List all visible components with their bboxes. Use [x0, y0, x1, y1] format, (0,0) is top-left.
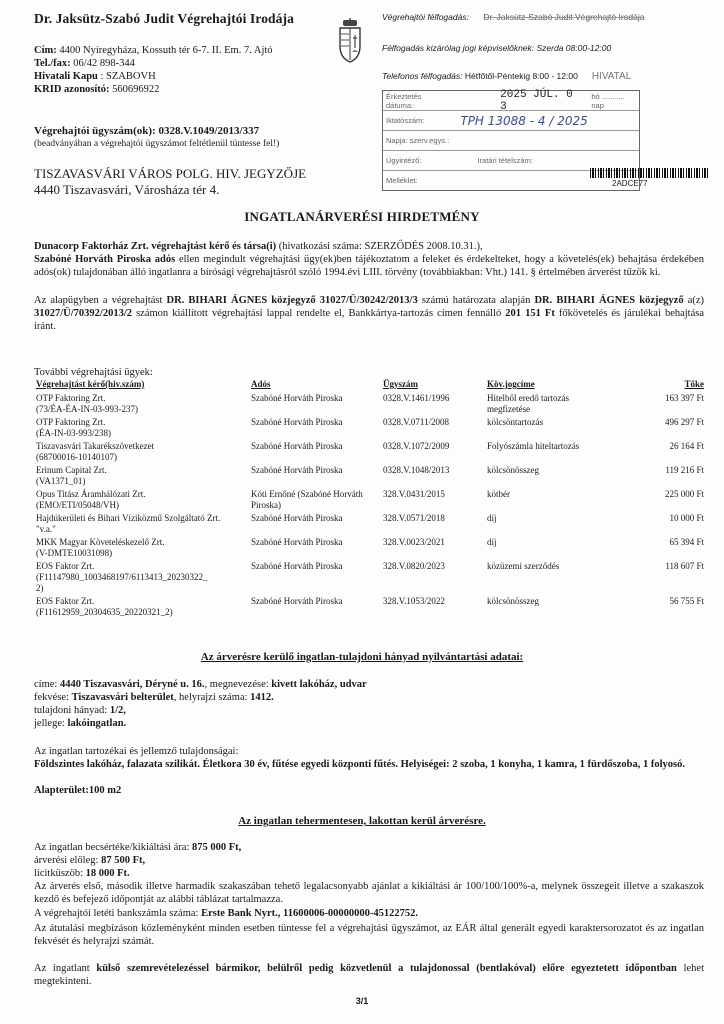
stamp-line-3 — [382, 71, 631, 82]
recipient-address: 4440 Tiszavasvári, Városháza tér 4. — [34, 182, 220, 197]
creditor-name: Tiszavasvári Takarékszövetkezet — [36, 441, 155, 451]
auction-deposit-line — [34, 854, 145, 867]
barcode — [590, 168, 710, 178]
reg-date-label: Érkeztetés dátuma: — [386, 91, 422, 110]
reg-row-number — [383, 111, 639, 131]
cell-case-number: 0328.V.0711/2008 — [383, 417, 450, 427]
creditor-ref: (VA1371_01) — [36, 476, 86, 486]
case-reference-label: Végrehajtói ügyszám(ok): — [34, 125, 159, 137]
office-krid-value: 560696922 — [109, 84, 160, 95]
registration-stamp — [382, 8, 718, 188]
office-gate-label: Hivatali Kapu — [34, 71, 98, 82]
auction-threshold-label: licitküszöb: — [34, 868, 86, 879]
property-area: Alapterület:100 m2 — [34, 785, 122, 796]
intro-notary-ref: DR. BIHARI ÁGNES közjegyző 31027/Ü/30242/2013/3 — [166, 295, 418, 306]
auction-price: 875 000 Ft, — [192, 842, 242, 853]
table-row — [34, 487, 706, 511]
property-type-label: jellege: — [34, 718, 68, 729]
claim-type: díj — [487, 537, 497, 547]
reg-file-number-label: Iratári tételszám: — [477, 156, 533, 165]
intro-debtor-text: ellen megindult végrehajtási ügy(ek)ben tájékoztatom a feleket és érdekelteket, hogy a követelés(ek) behajtása érdekében adós(ok) tulajdonában álló ingatlanra a bírósági végrehajtásról szóló 1994.évi LIII. törvény (továbbiakban: Vht.) 141. § értelmében árverést tűzök ki. — [34, 254, 704, 278]
auction-transfer-note: Az átutalási megbízáson közleményként minden esetben tüntesse fel a végrehajtási ügyszámot, az EÁR által generált egyedi karaktersorozatot és az ingatlan fekvését és helyrajzi számát. — [34, 923, 704, 947]
intro-paragraph-2 — [34, 253, 704, 279]
auction-bank-line — [34, 907, 418, 920]
cell-creditor — [34, 559, 249, 594]
cell-debtor — [249, 391, 381, 415]
auction-stages-text: Az árverés első, második illetve harmadik szakaszában tehető legalacsonyabb ajánlat a kikiáltási ár 100/100/100%-a, melynek összegeit illetve a szakaszok kezdő és befejező időpontját az alábbi táblázat tartalmazza. — [34, 881, 704, 905]
table-row — [34, 511, 706, 535]
intro-writ-number: 31027/Ü/70392/2013/2 — [34, 308, 133, 319]
cell-creditor — [34, 594, 249, 618]
cell-debtor — [249, 559, 381, 594]
claim-type: kölcsönösszeg — [487, 465, 539, 475]
property-address: 4440 Tiszavasvári, Déryné u. 16. — [59, 679, 205, 690]
intro-notary: DR. BIHARI ÁGNES közjegyző — [534, 295, 684, 306]
case-reference — [34, 125, 259, 137]
property-accessories-intro: Az ingatlan tartozékai és jellemző tulajdonságai: — [34, 746, 239, 757]
intro-p3-text-a: Az alapügyben a végrehajtást — [34, 295, 167, 306]
creditor-name: EOS Faktor Zrt. — [36, 596, 95, 606]
other-cases-table — [34, 379, 706, 618]
header-claim-type: Köv.jogcíme — [487, 379, 535, 389]
recipient-name: TISZAVASVÁRI VÁROS POLG. HIV. JEGYZŐJE — [34, 166, 307, 181]
cell-creditor — [34, 391, 249, 415]
cell-principal: 496 297 Ft — [664, 417, 704, 427]
reg-row-day: Napja: szerv.egys.: — [383, 131, 639, 151]
creditor-ref: (73/ÉA-ÉA-IN-03-993-237) — [36, 404, 138, 414]
table-row — [34, 463, 706, 487]
intro-p3-text-e: a(z) — [683, 295, 705, 306]
creditor-name: Erinum Capital Zrt. — [36, 465, 107, 475]
debtor-name: Szabóné Horváth Piroska — [251, 441, 343, 451]
table-row — [34, 559, 706, 594]
cell-claim-type — [485, 391, 623, 415]
property-type-line — [34, 717, 126, 730]
table-row — [34, 415, 706, 439]
cell-principal: 65 394 Ft — [669, 537, 704, 547]
intro-p3-text-i: főkövetelés és járulékai behajtása iránt. — [34, 308, 705, 332]
office-address — [34, 44, 273, 57]
property-location: Tiszavasvári belterület — [71, 692, 174, 703]
office-phone — [34, 57, 135, 70]
creditor-name: OTP Faktoring Zrt. — [36, 417, 106, 427]
table-row — [34, 391, 706, 415]
cell-debtor — [249, 511, 381, 535]
header-debtor: Adós — [251, 379, 271, 389]
table-row — [34, 594, 706, 618]
creditor-ref: (F11147980_1003468197/6113413_20230322_ — [36, 572, 208, 582]
auction-heading: Az ingatlan tehermentesen, lakottan kerül árverésre. — [238, 815, 486, 827]
creditor-ref: (68700016-10140107) — [36, 452, 117, 462]
stamp-line-1-label: Végrehajtói félfogadás: — [382, 12, 469, 22]
office-phone-value: 06/42 898-344 — [70, 58, 135, 69]
intro-paragraph-3 — [34, 294, 704, 333]
other-cases-caption: További végrehajtási ügyek: — [34, 367, 153, 378]
property-heading: Az árverésre kerülő ingatlan-tulajdoni hányad nyilvántartási adatai: — [200, 651, 524, 663]
header-case-number: Ügyszám — [383, 379, 418, 389]
cell-principal: 119 216 Ft — [665, 465, 704, 475]
cell-principal: 56 755 Ft — [669, 596, 704, 606]
cell-case-number: 328.V.1053/2022 — [383, 596, 445, 606]
property-address-label: címe: — [34, 679, 60, 690]
intro-p3-text-c: számú határozata alapján — [417, 295, 535, 306]
cell-claim-type — [485, 439, 623, 463]
auction-price-label: Az ingatlan becsértéke/kikiáltási ára: — [34, 842, 193, 853]
auction-threshold: 18 000 Ft. — [85, 868, 130, 879]
document-title: INGATLANÁRVERÉSI HIRDETMÉNY — [244, 209, 480, 224]
cell-debtor — [249, 487, 381, 511]
cell-creditor — [34, 463, 249, 487]
property-parcel-number: 1412. — [250, 692, 274, 703]
cell-claim-type — [485, 511, 623, 535]
header-principal: Tőke — [684, 379, 704, 389]
cell-claim-type — [485, 559, 623, 594]
cell-debtor — [249, 415, 381, 439]
claim-type: Hitelből eredő tartozás — [487, 393, 569, 403]
property-location-line — [34, 691, 274, 704]
cell-case-number: 0328.V.1072/2009 — [383, 441, 450, 451]
creditor-name: Opus Titász Áramhálózati Zrt. — [36, 489, 146, 499]
intro-p3-text-g: számon kiállított végrehajtási lappal rendelte el, Bankkártya-tartozás címen fennálló — [132, 308, 506, 319]
property-type: lakóingatlan. — [67, 718, 127, 729]
creditor-name: Hajdúkerületi és Bihari Víziközmű Szolgáltató Zrt. — [36, 513, 221, 523]
case-reference-note: (beadványában a végrehajtói ügyszámot feltétlenül tüntesse fel!) — [34, 139, 280, 149]
cell-debtor — [249, 594, 381, 618]
intro-paragraph-1 — [34, 240, 704, 253]
cell-claim-type — [485, 415, 623, 439]
creditor-name: MKK Magyar Követeléskezelő Zrt. — [36, 537, 165, 547]
table-header-row — [34, 379, 706, 391]
creditor-ref: (EMO/ETI/05048/VH) — [36, 500, 119, 510]
claim-type: Folyószámla hiteltartozás — [487, 441, 580, 451]
cell-debtor — [249, 463, 381, 487]
creditor-name: OTP Faktoring Zrt. — [36, 393, 106, 403]
reg-number-label: Iktatószám: — [386, 116, 425, 125]
debtor-name: Szabóné Horváth Piroska — [251, 393, 343, 403]
cell-case-number: 0328.V.1048/2013 — [383, 465, 450, 475]
cell-creditor — [34, 511, 249, 535]
property-location-label: fekvése: — [34, 692, 72, 703]
reg-row-date — [383, 88, 639, 113]
debtor-name: Szabóné Horváth Piroska — [251, 513, 343, 523]
creditor-ref: "v.a." — [36, 524, 56, 534]
auction-price-line — [34, 841, 241, 854]
auction-bank-label: A végrehajtói letéti bankszámla száma: — [34, 908, 202, 919]
cell-creditor — [34, 487, 249, 511]
cell-claim-type — [485, 535, 623, 559]
office-phone-label: Tel./fax: — [34, 58, 71, 69]
stamp-line-3-value: Hétfőtől-Péntekig 8:00 - 12:00 — [464, 71, 578, 81]
debtor-name: Szabóné Horváth Piroska — [251, 465, 343, 475]
office-krid — [34, 83, 159, 96]
reg-clerk-label: Ügyintéző: — [386, 156, 422, 165]
office-address-label: Cím: — [34, 45, 57, 56]
creditor-ref: (F11612959_20304635_20220321_2) — [36, 607, 173, 617]
property-address-line — [34, 678, 367, 691]
table-row — [34, 439, 706, 463]
claim-type: kölcsöntartozás — [487, 417, 543, 427]
stamp-line-2: Félfogadás kizárólag jogi képviselőknek: Szerda 08:00-12:00 — [382, 43, 612, 53]
creditor-ref: (V-DMTE10031098) — [36, 548, 113, 558]
coat-of-arms-icon — [336, 18, 364, 64]
property-share: 1/2, — [109, 705, 126, 716]
claim-type: kötbér — [487, 489, 510, 499]
claim-type: közüzemi szerződés — [487, 561, 560, 571]
property-accessories-text: Földszintes lakóház, falazata szilikát. Életkora 30 év, fűtése egyedi központi fűtés. Helyiségei: 2 szoba, 1 konyha, 1 kamra, 1 fürdőszoba, 1 folyosó. — [34, 759, 685, 770]
stamp-line-1-value: Dr. Jaksütz-Szabó Judit Végrehajtó Irodája — [483, 12, 645, 22]
auction-viewing-terms: külső szemrevételezéssel bármikor, belülről pedig közvetlenül a tulajdonossal (bentlakóval) előre egyeztetett időpontban — [96, 963, 677, 974]
cell-case-number: 0328.V.1461/1996 — [383, 393, 450, 403]
stamp-line-1 — [382, 12, 644, 22]
case-reference-value: 0328.V.1049/2013/337 — [158, 125, 260, 137]
debtor-name-cont: Piroska) — [251, 500, 281, 510]
cell-creditor — [34, 415, 249, 439]
creditor-name: EOS Faktor Zrt. — [36, 561, 95, 571]
cell-case-number: 328.V.0431/2015 — [383, 489, 445, 499]
creditor-ref: (ÉA-IN-03-993/238) — [36, 428, 111, 438]
cell-claim-type — [485, 594, 623, 618]
stamp-hivatal: HIVATAL — [591, 71, 632, 82]
auction-deposit: 87 500 Ft, — [101, 855, 146, 866]
property-designation: kivett lakóház, udvar — [271, 679, 367, 690]
debtor-name: Szabóné Horváth Piroska — [251, 561, 343, 571]
cell-debtor — [249, 439, 381, 463]
table-row — [34, 535, 706, 559]
creditor-ref-cont: 2) — [36, 583, 44, 593]
barcode-label: 2ADCE77 — [612, 179, 648, 188]
cell-principal: 163 397 Ft — [664, 393, 704, 403]
cell-debtor — [249, 535, 381, 559]
cell-creditor — [34, 535, 249, 559]
cell-principal: 225 000 Ft — [664, 489, 704, 499]
cell-case-number: 328.V.0023/2021 — [383, 537, 445, 547]
cell-principal: 10 000 Ft — [669, 513, 704, 523]
auction-threshold-line — [34, 867, 130, 880]
auction-viewing-text-a: Az ingatlant — [34, 963, 97, 974]
page-number: 3/1 — [355, 996, 369, 1006]
property-parcel-label: , helyrajzi száma: — [173, 692, 251, 703]
auction-bank-account: Erste Bank Nyrt., 11600006-00000000-45122752. — [201, 908, 419, 919]
debtor-name: Szabóné Horváth Piroska — [251, 596, 343, 606]
intro-principal-amount: 201 151 Ft — [505, 308, 555, 319]
debtor-name: Szabóné Horváth Piroska — [251, 417, 343, 427]
office-krid-label: KRID azonosító: — [34, 84, 110, 95]
cell-case-number: 328.V.0820/2023 — [383, 561, 445, 571]
claim-type-cont: megfizetése — [487, 404, 530, 414]
property-share-line — [34, 704, 126, 717]
office-address-value: 4400 Nyíregyháza, Kossuth tér 6-7. II. Em. 7. Ajtó — [56, 45, 273, 56]
claim-type: kölcsönösszeg — [487, 596, 539, 606]
intro-debtor: Szabóné Horváth Piroska adós — [34, 254, 176, 265]
cell-principal: 118 607 Ft — [665, 561, 704, 571]
reg-row-attachment: Melléklet: — [386, 176, 418, 185]
claim-type: díj — [487, 513, 497, 523]
intro-creditor: Dunacorp Faktorház Zrt. végrehajtást kérő és társa(i) — [34, 241, 277, 252]
reg-date-value: 2025 JÚL. 0 3 — [500, 88, 573, 113]
cell-case-number: 328.V.0571/2018 — [383, 513, 445, 523]
stamp-line-3-label: Telefonos félfogadás: — [382, 71, 463, 81]
debtor-name: Szabóné Horváth Piroska — [251, 537, 343, 547]
cell-creditor — [34, 439, 249, 463]
property-share-label: tulajdoni hányad: — [34, 705, 110, 716]
debtor-name: Kóti Ernőné (Szabóné Horváth — [251, 489, 363, 499]
intro-creditor-ref: (hivatkozási száma: SZERZŐDÉS 2008.10.31.), — [276, 241, 483, 252]
office-gate-value: : SZABOVH — [97, 71, 156, 82]
property-designation-label: , megnevezése: — [204, 679, 272, 690]
auction-deposit-label: árverési előleg: — [34, 855, 102, 866]
reg-date-suffix: hó ........... nap — [591, 91, 625, 110]
office-gate — [34, 70, 156, 83]
office-name: Dr. Jaksütz-Szabó Judit Végrehajtói Irodája — [34, 11, 294, 26]
auction-viewing-note — [34, 962, 704, 988]
cell-claim-type — [485, 487, 623, 511]
cell-claim-type — [485, 463, 623, 487]
reg-number-value: TPH 13088 - 4 / 2025 — [460, 113, 588, 128]
header-creditor: Végrehajtást kérő(hiv.szám) — [36, 379, 145, 389]
cell-principal: 26 164 Ft — [669, 441, 704, 451]
auction-viewing-text-c: lehet megtekinteni. — [34, 963, 704, 987]
